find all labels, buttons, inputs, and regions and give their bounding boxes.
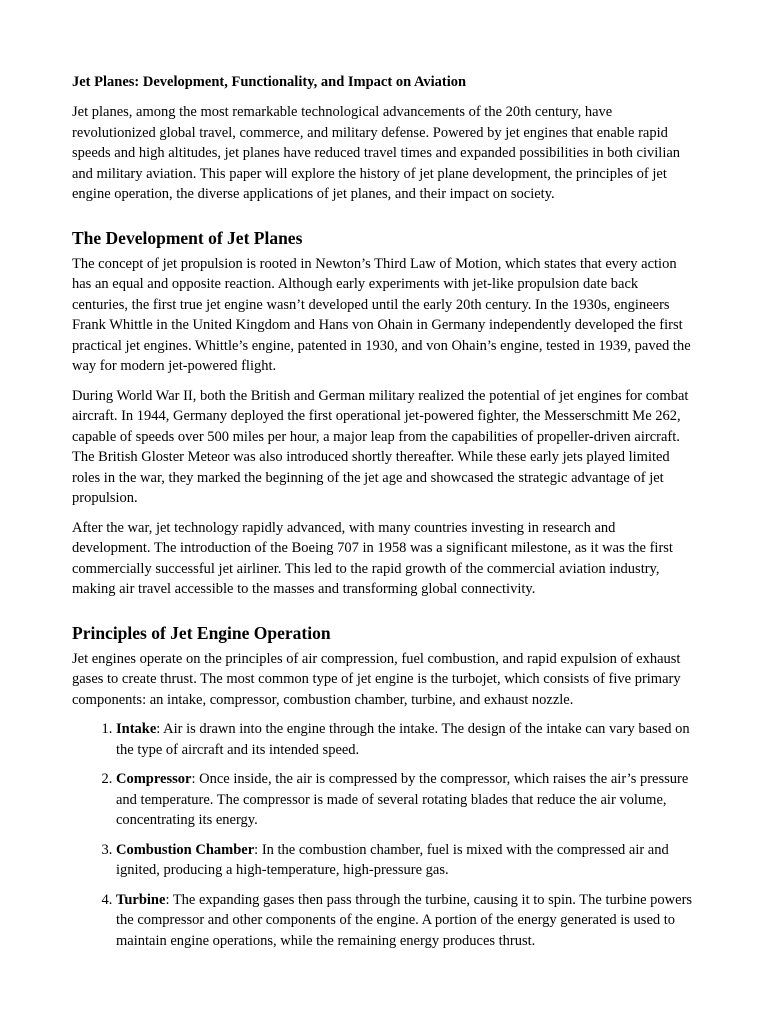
list-item xyxy=(116,840,697,881)
list-item-text: : Once inside, the air is compressed by the compressor, which raises the air’s pressure and temperature. The compressor is made of several rotating blades that reduce the air volume, concentrating its energy. xyxy=(116,771,689,828)
section-heading-development: The Development of Jet Planes xyxy=(72,227,303,248)
list-item-text: : Air is drawn into the engine through the intake. The design of the intake can vary based on the type of aircraft and its intended speed. xyxy=(116,721,690,758)
principles-paragraph-1: Jet engines operate on the principles of air compression, fuel combustion, and rapid expulsion of exhaust gases to create thrust. The most common type of jet engine is the turbojet, which consists of five primary components: an intake, compressor, combustion chamber, turbine, and exhaust nozzle. xyxy=(72,650,681,708)
list-item-text: : In the combustion chamber, fuel is mixed with the compressed air and ignited, producing a high-temperature, high-pressure gas. xyxy=(116,841,669,878)
list-item xyxy=(116,719,697,760)
document-title: Jet Planes: Development, Functionality, and Impact on Aviation xyxy=(72,74,467,90)
intro-paragraph: Jet planes, among the most remarkable technological advancements of the 20th century, have revolutionized global travel, commerce, and military defense. Powered by jet engines that enable rapid speeds and high altitudes, jet planes have reduced travel times and expanded possibilities in both civilian and military aviation. This paper will explore the history of jet plane development, the principles of jet engine operation, the diverse applications of jet planes, and their impact on society. xyxy=(72,104,681,202)
list-item xyxy=(116,769,697,831)
list-item-term: Intake xyxy=(116,721,157,737)
engine-components-list xyxy=(72,719,697,951)
development-paragraph-3: After the war, jet technology rapidly advanced, with many countries investing in research and development. The introduction of the Boeing 707 in 1958 was a significant milestone, as it was the first commercially successful jet airliner. This led to the rapid growth of the commercial aviation industry, making air travel accessible to the masses and transforming global connectivity. xyxy=(72,519,673,597)
list-item-term: Turbine xyxy=(116,891,166,908)
list-item-term: Combustion Chamber xyxy=(116,841,255,858)
development-paragraph-1: The concept of jet propulsion is rooted in Newton’s Third Law of Motion, which states that every action has an equal and opposite reaction. Although early experiments with jet-like propulsion date back centuries, the first true jet engine wasn’t developed until the early 20th century. In the 1930s, engineers Frank Whittle in the United Kingdom and Hans von Ohain in Germany independently developed the first practical jet engines. Whittle’s engine, patented in 1930, and von Ohain’s engine, tested in 1939, paved the way for modern jet-powered flight. xyxy=(72,255,691,374)
list-item-term: Compressor xyxy=(116,771,192,787)
list-item-text: : The expanding gases then pass through the turbine, causing it to spin. The turbine powers the compressor and other components of the engine. A portion of the energy generated is used to maintain engine operations, while the remaining energy produces thrust. xyxy=(116,891,693,949)
section-heading-principles: Principles of Jet Engine Operation xyxy=(72,622,331,643)
development-paragraph-2: During World War II, both the British and German military realized the potential of jet engines for combat aircraft. In 1944, Germany deployed the first operational jet-powered fighter, the Messerschmitt Me 262, capable of speeds over 500 miles per hour, a major leap from the capabilities of propeller-driven aircraft. The British Gloster Meteor was also introduced shortly thereafter. While these early jets played limited roles in the war, they marked the beginning of the jet age and showcased the strategic advantage of jet propulsion. xyxy=(72,387,689,506)
list-item xyxy=(116,890,697,952)
